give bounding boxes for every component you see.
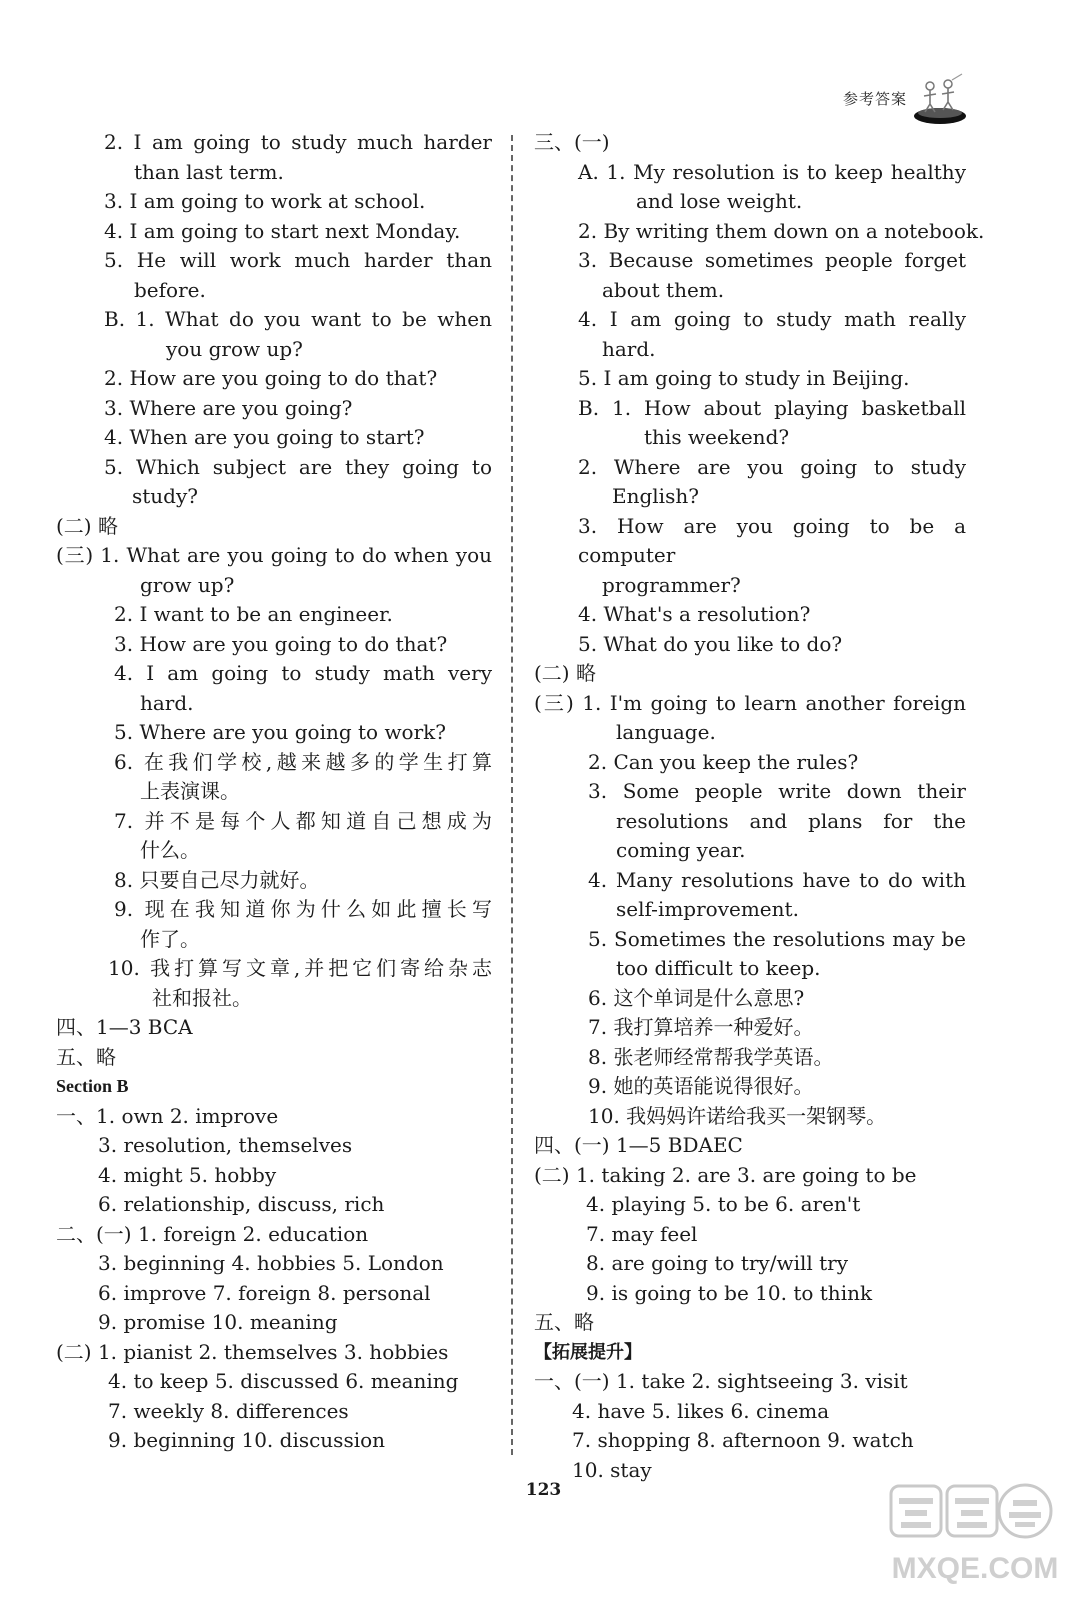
answer-line: 6. relationship, discuss, rich xyxy=(98,1192,385,1216)
answer-line: 8. 张老师经常帮我学英语。 xyxy=(588,1044,834,1069)
answer-line: (二) 1. pianist 2. themselves 3. hobbies xyxy=(56,1339,449,1364)
site-watermark-logo xyxy=(885,1478,1065,1590)
answer-line: 社和报社。 xyxy=(152,985,252,1010)
answer-line: programmer? xyxy=(602,572,741,597)
right-answer-column xyxy=(534,128,985,1485)
answer-line: coming year. xyxy=(616,838,746,862)
answer-line: 一、(一) 1. take 2. sightseeing 3. visit xyxy=(534,1369,908,1393)
answer-line: 4. might 5. hobby xyxy=(98,1162,277,1187)
answer-line: 三、(一) xyxy=(534,130,610,154)
answer-line: you grow up? xyxy=(166,336,303,361)
answer-line: 2. By writing them down on a notebook. xyxy=(578,218,985,243)
answer-line: 6. 这个单词是什么意思? xyxy=(588,985,805,1010)
answer-line: 上表演课。 xyxy=(140,779,240,803)
column-divider xyxy=(511,135,513,1455)
answer-line: 5. I am going to study in Beijing. xyxy=(578,366,910,390)
answer-line: 5. Which subject are they going to xyxy=(104,454,492,479)
answer-line: 一、1. own 2. improve xyxy=(56,1103,279,1128)
answer-line: 8. 只要自己尽力就好。 xyxy=(114,867,320,892)
answer-line: 3. beginning 4. hobbies 5. London xyxy=(98,1251,444,1275)
answer-line: study? xyxy=(132,484,199,508)
answer-line: 二、(一) 1. foreign 2. education xyxy=(56,1221,369,1246)
answer-line: hard. xyxy=(602,336,656,361)
answer-line: 4. What's a resolution? xyxy=(578,602,811,626)
answer-line: 7. 我打算培养一种爱好。 xyxy=(588,1015,814,1039)
answer-line: (二) 略 xyxy=(56,513,118,538)
answer-line: and lose weight. xyxy=(636,189,803,213)
answer-line: 2. How are you going to do that? xyxy=(104,366,438,390)
answer-line: 【拓展提升】 xyxy=(534,1341,642,1362)
header-label: 参考答案 xyxy=(843,90,908,108)
answer-line: (二) 略 xyxy=(534,661,596,685)
answer-line: 10. 我打算写文章,并把它们寄给杂志 xyxy=(108,956,492,980)
answer-line: B. 1. How about playing basketball xyxy=(578,395,966,420)
answer-line: 什么。 xyxy=(140,838,200,862)
answer-line: about them. xyxy=(602,277,725,302)
answer-line: 10. 我妈妈许诺给我买一架钢琴。 xyxy=(588,1103,887,1128)
answer-line: B. 1. What do you want to be when xyxy=(104,307,492,331)
answer-line: 9. is going to be 10. to think xyxy=(586,1280,873,1305)
answer-line: 7. may feel xyxy=(586,1221,698,1246)
answer-line: grow up? xyxy=(140,572,235,597)
page-number: 123 xyxy=(525,1480,562,1500)
answer-line: 2. Where are you going to study xyxy=(578,454,966,479)
answer-line: 10. stay xyxy=(572,1457,652,1482)
answer-line: 7. 并不是每个人都知道自己想成为 xyxy=(114,808,492,833)
reading-figures-logo-icon xyxy=(912,72,968,128)
answer-line: A. 1. My resolution is to keep healthy xyxy=(578,159,966,184)
answer-line: language. xyxy=(616,720,716,744)
answer-line: 4. I am going to study math really xyxy=(578,307,966,331)
answer-line: 2. I am going to study much harder xyxy=(104,130,492,154)
answer-line: 四、(一) 1—5 BDAEC xyxy=(534,1133,743,1157)
answer-line: 3. I am going to work at school. xyxy=(104,189,426,213)
answer-line: 4. have 5. likes 6. cinema xyxy=(572,1398,830,1423)
answer-line: 9. 她的英语能说得很好。 xyxy=(588,1074,814,1098)
watermark-text: MXQE.COM xyxy=(891,1552,1059,1585)
answer-line: self-improvement. xyxy=(616,897,799,921)
answer-line: 4. When are you going to start? xyxy=(104,425,425,449)
answer-line: 7. shopping 8. afternoon 9. watch xyxy=(572,1428,914,1452)
answer-line: 4. to keep 5. discussed 6. meaning xyxy=(108,1369,459,1393)
answer-line: 6. 在我们学校,越来越多的学生打算 xyxy=(114,749,492,774)
answer-line: 五、略 xyxy=(534,1310,594,1334)
answer-line: 5. Where are you going to work? xyxy=(114,720,447,744)
answer-line: 5. He will work much harder than xyxy=(104,248,492,272)
answer-line: than last term. xyxy=(134,159,284,184)
answer-line: before. xyxy=(134,277,206,302)
answer-line: 5. Sometimes the resolutions may be xyxy=(588,926,966,951)
answer-line: 4. I am going to study math very xyxy=(114,661,492,685)
answer-line: 3. Because sometimes people forget xyxy=(578,248,966,272)
answer-line: 9. beginning 10. discussion xyxy=(108,1428,386,1452)
answer-line: (三) 1. I'm going to learn another foreign xyxy=(534,690,966,715)
answer-line: 2. Can you keep the rules? xyxy=(588,749,859,774)
answer-line: 四、1—3 BCA xyxy=(56,1015,193,1039)
answer-line: 8. are going to try/will try xyxy=(586,1251,849,1275)
answer-line: 3. How are you going to be a computer xyxy=(578,513,966,567)
answer-line: 五、略 xyxy=(56,1044,116,1069)
answer-line: 3. Some people write down their xyxy=(588,779,966,803)
answer-line: resolutions and plans for the xyxy=(616,808,966,833)
answer-line: 4. playing 5. to be 6. aren't xyxy=(586,1192,861,1216)
answer-line: 2. I want to be an engineer. xyxy=(114,602,393,626)
answer-line: Section B xyxy=(56,1076,129,1096)
answer-line: 作了。 xyxy=(140,926,200,951)
answer-line: 4. Many resolutions have to do with xyxy=(588,867,966,892)
answer-line: 3. Where are you going? xyxy=(104,395,353,420)
answer-line: 7. weekly 8. differences xyxy=(108,1398,349,1423)
answer-line: 4. I am going to start next Monday. xyxy=(104,218,461,243)
answer-line: too difficult to keep. xyxy=(616,956,821,980)
answer-line: 9. promise 10. meaning xyxy=(98,1310,338,1334)
left-answer-column xyxy=(56,128,492,1456)
answer-line: 5. What do you like to do? xyxy=(578,631,843,656)
answer-line: (三) 1. What are you going to do when you xyxy=(56,543,492,567)
answer-line: 6. improve 7. foreign 8. personal xyxy=(98,1280,431,1305)
answer-line: this weekend? xyxy=(644,425,790,449)
answer-line: (二) 1. taking 2. are 3. are going to be xyxy=(534,1162,917,1187)
answer-line: 3. resolution, themselves xyxy=(98,1133,353,1157)
answer-line: hard. xyxy=(140,690,194,715)
answer-line: 3. How are you going to do that? xyxy=(114,631,448,656)
answer-line: English? xyxy=(612,484,699,508)
answer-line: 9. 现在我知道你为什么如此擅长写 xyxy=(114,897,492,921)
